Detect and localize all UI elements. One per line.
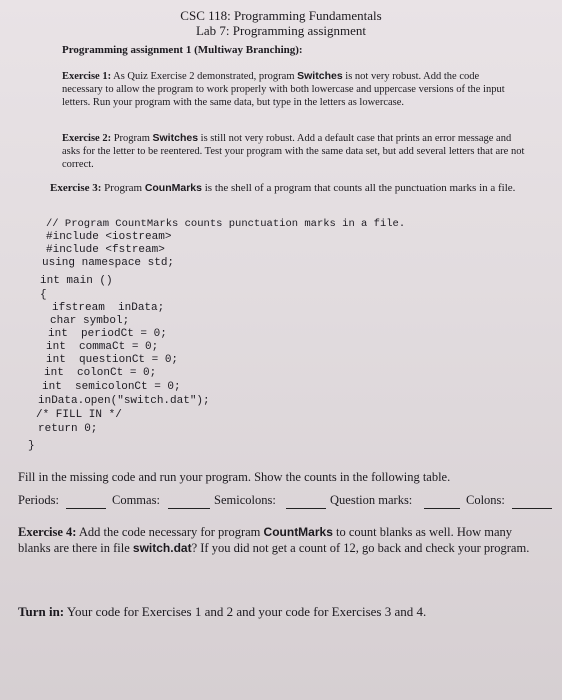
lab-title: Lab 7: Programming assignment: [195, 23, 367, 38]
code-include-iostream: #include <iostream>: [46, 231, 172, 243]
exercise-3-program: CounMarks: [144, 182, 202, 194]
exercise-3: [50, 182, 530, 195]
exercise-2-text-a: Program: [111, 133, 153, 144]
exercise-1-text-b: is not very robust. Add the code necessary to allow the program to work properly with both lowercase and uppercase versions of the input letters. Run your program with the same data, but type in the letters as lowercase.: [62, 71, 505, 108]
fill-instruction: Fill in the missing code and run your program. Show the counts in the following table.: [18, 470, 451, 484]
commas-label: Commas:: [112, 493, 160, 507]
exercise-1-text-a: As Quiz Exercise 2 demonstrated, program: [111, 71, 298, 82]
turn-in-text: Your code for Exercises 1 and 2 and your code for Exercises 3 and 4.: [64, 604, 427, 619]
code-open-brace: {: [40, 289, 47, 301]
code-line-colonct: int colonCt = 0;: [44, 367, 157, 379]
question-marks-label: Question marks:: [330, 493, 413, 507]
exercise-2-label: Exercise 2:: [62, 133, 112, 144]
exercise-4-text-a: Add the code necessary for program: [76, 525, 264, 539]
exercise-4-text-c: ? If you did not get a count of 12, go back and check your program.: [191, 541, 530, 555]
exercise-2: [62, 132, 530, 171]
exercise-1-program: Switches: [297, 70, 343, 82]
exercise-1-label: Exercise 1:: [62, 71, 112, 82]
exercise-2-text-b: is still not very robust. Add a default case that prints an error message and asks for the letter to be reentered. Test your program with the same data set, but add several letters that are not correct.: [62, 133, 525, 170]
course-title: CSC 118: Programming Fundamentals: [180, 8, 382, 23]
turn-in-label: Turn in:: [18, 604, 65, 619]
exercise-3-text-b: is the shell of a program that counts all the punctuation marks in a file.: [202, 182, 516, 194]
code-close-brace: }: [28, 440, 35, 452]
colons-blank: [512, 496, 552, 509]
code-using-namespace: using namespace std;: [42, 257, 175, 269]
exercise-2-program: Switches: [152, 132, 199, 144]
code-line-periodct: int periodCt = 0;: [48, 328, 167, 340]
colons-label: Colons:: [466, 493, 505, 507]
exercise-4: [18, 524, 538, 556]
code-line-return: return 0;: [38, 423, 98, 435]
code-line-ifstream: ifstream inData;: [52, 302, 165, 314]
code-include-fstream: #include <fstream>: [46, 244, 165, 256]
code-line-open: inData.open("switch.dat");: [38, 395, 210, 407]
exercise-4-file: switch.dat: [132, 541, 192, 555]
assignment-heading: Programming assignment 1 (Multiway Branching):: [62, 44, 303, 56]
code-main-signature: int main (): [40, 275, 113, 287]
exercise-4-text-b: to count blanks as well. How many blanks are there in file: [18, 525, 513, 555]
code-line-commact: int commaCt = 0;: [46, 341, 159, 353]
turn-in: [18, 604, 426, 620]
exercise-4-program: CountMarks: [263, 525, 333, 539]
periods-blank: [66, 496, 106, 509]
exercise-3-text-a: Program: [101, 182, 145, 194]
code-comment: // Program CountMarks counts punctuation marks in a file.: [46, 218, 406, 230]
question-marks-blank: [424, 496, 460, 509]
commas-blank: [168, 496, 210, 509]
exercise-3-label: Exercise 3:: [50, 182, 102, 194]
semicolons-blank: [286, 496, 326, 509]
code-line-semicolonct: int semicolonCt = 0;: [42, 381, 181, 393]
code-line-fill-in: /* FILL IN */: [36, 409, 122, 421]
exercise-1: [62, 70, 510, 109]
semicolons-label: Semicolons:: [214, 493, 276, 507]
code-line-char: char symbol;: [50, 315, 130, 327]
periods-label: Periods:: [18, 493, 59, 507]
code-line-questionct: int questionCt = 0;: [46, 354, 179, 366]
exercise-4-label: Exercise 4:: [18, 525, 77, 539]
